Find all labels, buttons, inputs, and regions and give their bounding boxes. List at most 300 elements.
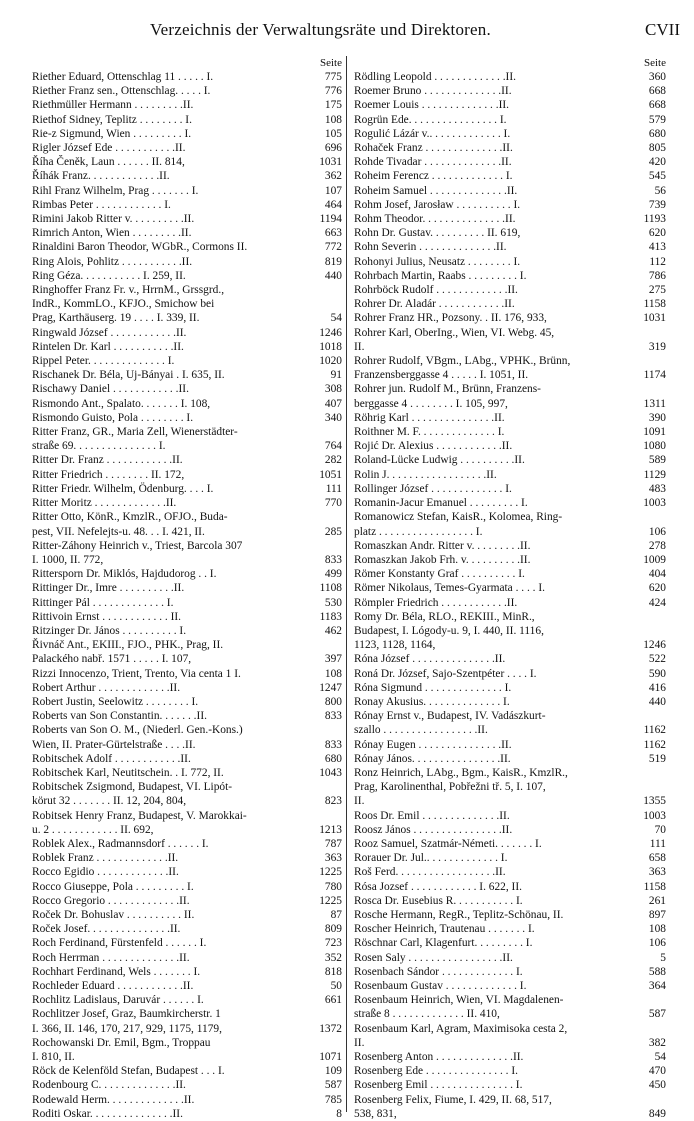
directory-entry xyxy=(32,738,342,752)
entry-page: 407 xyxy=(324,397,342,410)
entry-text: straße 8 . . . . . . . . . . . . . II. 410, xyxy=(354,1008,500,1021)
directory-entry xyxy=(32,880,342,894)
entry-page: 590 xyxy=(648,667,666,680)
entry-page: 833 xyxy=(324,738,342,751)
entry-text: Roch Ferdinand, Fürstenfeld . . . . . . I. xyxy=(32,937,207,950)
directory-entry xyxy=(32,425,342,439)
entry-text: Rödling Leopold . . . . . . . . . . . . .II. xyxy=(354,71,516,83)
entry-page: 5 xyxy=(660,951,666,964)
entry-text: Rosenbaum Gustav . . . . . . . . . . . . . I. xyxy=(354,980,527,992)
entry-page: 786 xyxy=(648,269,666,282)
entry-text: II. xyxy=(354,340,365,353)
entry-page: 1355 xyxy=(643,795,666,808)
directory-entry xyxy=(32,368,342,382)
entry-page: 772 xyxy=(324,241,342,254)
entry-page: 470 xyxy=(648,1065,666,1078)
directory-entry xyxy=(32,681,342,695)
directory-entry xyxy=(354,510,666,524)
directory-entry xyxy=(32,1107,342,1121)
directory-entry xyxy=(354,1007,666,1021)
directory-entry xyxy=(32,695,342,709)
entry-page: 800 xyxy=(324,695,342,708)
entry-text: Rischanek Dr. Béla, Uj-Bányai . I. 635, II. xyxy=(32,369,225,382)
entry-page: 91 xyxy=(330,369,342,382)
entry-page: 108 xyxy=(324,113,342,126)
directory-entry xyxy=(354,468,666,482)
entry-text: Róna Sigmund . . . . . . . . . . . . . . I. xyxy=(354,681,512,694)
entry-page: 1246 xyxy=(643,639,666,652)
entry-page: 809 xyxy=(324,923,342,936)
entry-text: Rimrich Anton, Wien . . . . . . . . .II. xyxy=(32,227,192,240)
entry-text: Rismondo Ant., Spalato. . . . . . . I. 108, xyxy=(32,397,211,410)
entry-text: Roscher Heinrich, Trautenau . . . . . . . I. xyxy=(354,923,535,936)
directory-entry xyxy=(354,624,666,638)
entry-page: 107 xyxy=(324,184,342,197)
directory-entry xyxy=(32,638,342,652)
directory-entry xyxy=(32,510,342,524)
entry-page: 723 xyxy=(324,937,342,950)
directory-entry xyxy=(354,766,666,780)
entry-page: 589 xyxy=(648,454,666,467)
entry-page: 352 xyxy=(324,951,342,964)
entry-page: 285 xyxy=(324,525,342,538)
entry-text: Rohrer Franz HR., Pozsony. . II. 176, 933, xyxy=(354,312,547,325)
entry-text: Palackého nabř. 1571 . . . . . I. 107, xyxy=(32,653,192,666)
directory-entry xyxy=(32,240,342,254)
entry-text: Romaszkan Jakob Frh. v. . . . . . . . . .II. xyxy=(354,553,531,566)
directory-entry xyxy=(32,269,342,283)
entry-text: Říhák Franz. . . . . . . . . . . . .II. xyxy=(32,170,170,183)
entry-text: Rosche Hermann, RegR., Teplitz-Schönau, II. xyxy=(354,908,564,921)
directory-entry xyxy=(354,113,666,127)
entry-text: Robitschek Zsigmond, Budapest, VI. Lipót- xyxy=(32,781,233,794)
entry-page: 1162 xyxy=(643,724,666,737)
entry-text: Rizzi Innocenzo, Trient, Trento, Via centa 1 I. xyxy=(32,667,241,680)
entry-text: Rojić Dr. Alexius . . . . . . . . . . . .II. xyxy=(354,440,513,453)
entry-text: Roš Ferd. . . . . . . . . . . . . . . . . .II. xyxy=(354,866,506,879)
entry-page: 823 xyxy=(324,795,342,808)
entry-text: Roch Herrman . . . . . . . . . . . . . .II. xyxy=(32,951,190,964)
directory-entry xyxy=(354,212,666,226)
directory-entry xyxy=(32,198,342,212)
entry-page: 106 xyxy=(648,525,666,538)
directory-entry xyxy=(32,70,342,84)
directory-entry xyxy=(32,723,342,737)
entry-text: Rosca Dr. Eusebius R. . . . . . . . . . . I. xyxy=(354,894,523,907)
entry-page: 462 xyxy=(324,624,342,637)
directory-entry xyxy=(354,965,666,979)
entry-text: I. 366, II. 146, 170, 217, 929, 1175, 1179, xyxy=(32,1022,222,1035)
directory-entry xyxy=(32,255,342,269)
entry-page: 319 xyxy=(648,340,666,353)
right-column xyxy=(354,56,666,1118)
entry-page: 787 xyxy=(324,837,342,850)
entry-page: 1108 xyxy=(319,582,342,595)
entry-page: 545 xyxy=(648,170,666,183)
entry-page: 363 xyxy=(648,866,666,879)
entry-text: Roditi Oskar. . . . . . . . . . . . . . .II. xyxy=(32,1107,183,1120)
entry-text: Roček Josef. . . . . . . . . . . . . . .II. xyxy=(32,923,181,936)
seite-label: Seite xyxy=(320,57,342,69)
directory-entry xyxy=(32,1022,342,1036)
entry-text: Ronay Akusius. . . . . . . . . . . . . . I. xyxy=(354,695,510,708)
entry-text: Rosenberg Emil . . . . . . . . . . . . . . . I. xyxy=(354,1079,523,1092)
directory-entry xyxy=(354,127,666,141)
directory-entry xyxy=(354,255,666,269)
entry-page: 849 xyxy=(648,1107,666,1120)
entry-page: 819 xyxy=(324,255,342,268)
directory-entry xyxy=(32,624,342,638)
directory-entry xyxy=(32,169,342,183)
entry-page: 1080 xyxy=(643,440,666,453)
entry-text: Roemer Bruno . . . . . . . . . . . . . .II. xyxy=(354,85,512,98)
entry-page: 1162 xyxy=(643,738,666,751)
directory-entry xyxy=(32,837,342,851)
entry-text: Rohm Josef, Jarosław . . . . . . . . . . I. xyxy=(354,198,521,211)
directory-entry xyxy=(32,951,342,965)
directory-entry xyxy=(32,780,342,794)
entry-page: 112 xyxy=(649,255,666,268)
entry-text: Roček Dr. Bohuslav . . . . . . . . . . II. xyxy=(32,908,195,921)
entry-page: 483 xyxy=(648,482,666,495)
directory-entry xyxy=(354,70,666,84)
directory-entry xyxy=(354,709,666,723)
entry-page: 1247 xyxy=(319,681,342,694)
entry-page: 833 xyxy=(324,553,342,566)
directory-entry xyxy=(32,823,342,837)
directory-entry xyxy=(354,752,666,766)
directory-entry xyxy=(32,965,342,979)
entry-text: Rittivoin Ernst . . . . . . . . . . . . II. xyxy=(32,610,182,623)
directory-entry xyxy=(32,936,342,950)
directory-entry xyxy=(354,453,666,467)
entry-page: 111 xyxy=(325,482,342,495)
entry-text: Rohrbach Martin, Raabs . . . . . . . . . I. xyxy=(354,269,527,282)
entry-text: Rocco Giuseppe, Pola . . . . . . . . . I. xyxy=(32,880,194,893)
entry-page: 106 xyxy=(648,937,666,950)
directory-entry xyxy=(32,1050,342,1064)
entry-page: 261 xyxy=(648,894,666,907)
directory-entry xyxy=(354,922,666,936)
entry-page: 1003 xyxy=(643,809,666,822)
entry-text: Rigler József Ede . . . . . . . . . . .II. xyxy=(32,142,186,155)
directory-entry xyxy=(354,311,666,325)
directory-entry xyxy=(354,993,666,1007)
entry-page: 440 xyxy=(648,695,666,708)
entry-text: Rosenbaum Heinrich, Wien, VI. Magdalenen- xyxy=(354,994,564,1007)
directory-entry xyxy=(32,84,342,98)
column-divider xyxy=(346,56,347,1112)
entry-text: Řivnáč Ant., EKIII., FJO., PHK., Prag, II. xyxy=(32,639,224,652)
entry-text: 1123, 1128, 1164, xyxy=(354,639,436,652)
entry-page: 1003 xyxy=(643,497,666,510)
directory-entry xyxy=(354,297,666,311)
entry-page: 833 xyxy=(324,710,342,723)
entry-text: Rosenbach Sándor . . . . . . . . . . . . . I. xyxy=(354,965,523,978)
entry-page: 360 xyxy=(648,71,666,83)
entry-page: 413 xyxy=(648,241,666,254)
entry-text: Roemer Louis . . . . . . . . . . . . . .II. xyxy=(354,99,510,112)
entry-text: Rochhart Ferdinand, Wels . . . . . . . I. xyxy=(32,965,201,978)
entry-text: Robert Arthur . . . . . . . . . . . . .II. xyxy=(32,681,181,694)
entry-text: Riether Eduard, Ottenschlag 11 . . . . . I. xyxy=(32,71,214,83)
directory-entry xyxy=(32,652,342,666)
entry-text: Prag, Karthäuserg. 19 . . . . I. 339, II. xyxy=(32,312,200,325)
directory-entry xyxy=(354,1050,666,1064)
entry-text: Röhrig Karl . . . . . . . . . . . . . . .II. xyxy=(354,411,505,424)
directory-entry xyxy=(354,823,666,837)
directory-entry xyxy=(354,667,666,681)
entry-text: Říha Čeněk, Laun . . . . . . II. 814, xyxy=(32,156,185,169)
entry-text: I. 810, II. xyxy=(32,1051,75,1064)
directory-entry xyxy=(354,567,666,581)
seite-label: Seite xyxy=(644,57,666,69)
entry-page: 416 xyxy=(648,681,666,694)
entry-text: Rocco Gregorio . . . . . . . . . . . . .II. xyxy=(32,894,190,907)
directory-entry xyxy=(354,1078,666,1092)
entry-text: II. xyxy=(354,795,365,808)
entry-text: Rogrün Ede. . . . . . . . . . . . . . . . I. xyxy=(354,113,507,126)
directory-entry xyxy=(32,865,342,879)
directory-entry xyxy=(32,1036,342,1050)
directory-entry xyxy=(32,851,342,865)
entry-page: 785 xyxy=(324,1093,342,1106)
directory-entry xyxy=(32,98,342,112)
entry-text: Robitsek Henry Franz, Budapest, V. Marokkai- xyxy=(32,809,247,822)
entry-page: 54 xyxy=(330,312,342,325)
directory-entry xyxy=(354,425,666,439)
directory-entry xyxy=(354,354,666,368)
entry-text: Roithner M. F. . . . . . . . . . . . . . I. xyxy=(354,426,505,439)
directory-entry xyxy=(32,184,342,198)
page-number: CVII xyxy=(645,20,680,39)
entry-text: Wien, II. Prater-Gürtelstraße . . . .II. xyxy=(32,738,196,751)
directory-entry xyxy=(32,311,342,325)
entry-text: Rimini Jakob Ritter v. . . . . . . . . .II. xyxy=(32,213,195,226)
entry-text: körut 32 . . . . . . . II. 12, 204, 804, xyxy=(32,795,187,808)
directory-entry xyxy=(354,837,666,851)
entry-text: Rittinger Pál . . . . . . . . . . . . . I. xyxy=(32,596,174,609)
entry-page: 661 xyxy=(324,994,342,1007)
entry-page: 668 xyxy=(648,85,666,98)
entry-text: Budapest, I. Lógody-u. 9, I. 440, II. 1116, xyxy=(354,624,544,637)
entry-page: 1091 xyxy=(643,426,666,439)
directory-entry xyxy=(354,638,666,652)
entry-text: Rodenbourg C. . . . . . . . . . . . . .II. xyxy=(32,1079,186,1092)
entry-text: Römer Konstanty Graf . . . . . . . . . . I. xyxy=(354,568,525,581)
directory-entry xyxy=(32,496,342,510)
directory-entry xyxy=(354,809,666,823)
entry-text: I. 1000, II. 772, xyxy=(32,553,104,566)
entry-text: Rorauer Dr. Jul.. . . . . . . . . . . . . I. xyxy=(354,852,508,865)
directory-entry xyxy=(354,936,666,950)
directory-entry xyxy=(354,368,666,382)
entry-page: 404 xyxy=(648,568,666,581)
directory-entry xyxy=(32,468,342,482)
directory-entry xyxy=(32,610,342,624)
directory-entry xyxy=(32,908,342,922)
entry-page: 668 xyxy=(648,99,666,112)
entry-text: Ritter Dr. Franz . . . . . . . . . . . .II. xyxy=(32,454,183,467)
directory-entry xyxy=(32,993,342,1007)
entry-text: Rihl Franz Wilhelm, Prag . . . . . . . I. xyxy=(32,184,199,197)
directory-entry xyxy=(32,397,342,411)
entry-text: Franzensberggasse 4 . . . . . I. 1051, II. xyxy=(354,369,529,382)
left-column xyxy=(32,56,342,1118)
page-title: Verzeichnis der Verwaltungsräte und Direktoren. xyxy=(150,20,491,39)
directory-entry xyxy=(354,382,666,396)
directory-entry xyxy=(354,865,666,879)
entry-text: Róna József . . . . . . . . . . . . . . .II. xyxy=(354,653,506,666)
directory-entry xyxy=(32,894,342,908)
entry-page: 522 xyxy=(648,653,666,666)
entry-text: Roblek Alex., Radmannsdorf . . . . . . I. xyxy=(32,837,209,850)
entry-page: 108 xyxy=(648,923,666,936)
entry-page: 1031 xyxy=(319,156,342,169)
entry-text: Ring Géza. . . . . . . . . . . I. 259, II. xyxy=(32,269,186,282)
entry-page: 175 xyxy=(324,99,342,112)
directory-entry xyxy=(32,1078,342,1092)
entry-page: 1225 xyxy=(319,866,342,879)
entry-page: 1246 xyxy=(319,326,342,339)
entry-page: 680 xyxy=(648,127,666,140)
directory-entry xyxy=(32,709,342,723)
entry-page: 587 xyxy=(648,1008,666,1021)
entry-text: Rochowanski Dr. Emil, Bgm., Troppau xyxy=(32,1036,211,1049)
entry-text: Rintelen Dr. Karl . . . . . . . . . . .II. xyxy=(32,340,184,353)
entry-text: Rohrer Rudolf, VBgm., LAbg., VPHK., Brünn, xyxy=(354,355,571,368)
entry-text: Rollinger József . . . . . . . . . . . . . I. xyxy=(354,482,512,495)
directory-entry xyxy=(32,596,342,610)
entry-text: Ringwald József . . . . . . . . . . . .II. xyxy=(32,326,187,339)
directory-entry xyxy=(354,1064,666,1078)
entry-text: Ritter Moritz . . . . . . . . . . . . .II. xyxy=(32,497,177,510)
directory-entry xyxy=(32,809,342,823)
directory-entry xyxy=(32,283,342,297)
entry-page: 1009 xyxy=(643,553,666,566)
entry-page: 440 xyxy=(324,269,342,282)
entry-page: 420 xyxy=(648,156,666,169)
entry-text: II. xyxy=(354,1036,365,1049)
entry-page: 382 xyxy=(648,1036,666,1049)
entry-page: 340 xyxy=(324,411,342,424)
directory-entry xyxy=(32,752,342,766)
entry-text: Römpler Friedrich . . . . . . . . . . . .II. xyxy=(354,596,518,609)
entry-page: 1311 xyxy=(643,397,666,410)
entry-page: 54 xyxy=(654,1051,666,1064)
entry-page: 8 xyxy=(336,1107,342,1120)
entry-text: Rochleder Eduard . . . . . . . . . . . .II. xyxy=(32,980,194,992)
directory-entry xyxy=(32,127,342,141)
directory-entry xyxy=(354,880,666,894)
directory-entry xyxy=(354,1022,666,1036)
entry-page: 519 xyxy=(648,752,666,765)
entry-text: Rohrer Dr. Aladár . . . . . . . . . . . .II. xyxy=(354,298,515,311)
entry-text: Rinaldini Baron Theodor, WGbR., Cormons II. xyxy=(32,241,248,254)
entry-page: 588 xyxy=(648,965,666,978)
entry-page: 579 xyxy=(648,113,666,126)
entry-page: 105 xyxy=(324,127,342,140)
entry-page: 363 xyxy=(324,852,342,865)
directory-entry xyxy=(354,1036,666,1050)
directory-entry xyxy=(354,894,666,908)
directory-entry xyxy=(32,667,342,681)
entry-text: Robitschek Karl, Neutitschein. . I. 772, II. xyxy=(32,766,224,779)
entry-text: Rittersporn Dr. Miklós, Hajdudorog . . I. xyxy=(32,568,217,581)
entry-text: Röck de Kelenföld Stefan, Budapest . . . I. xyxy=(32,1065,225,1078)
directory-entry xyxy=(32,354,342,368)
entry-text: Rosenberg Ede . . . . . . . . . . . . . . . I. xyxy=(354,1065,518,1078)
entry-page: 739 xyxy=(648,198,666,211)
entry-page: 620 xyxy=(648,582,666,595)
entry-page: 587 xyxy=(324,1079,342,1092)
directory-entry xyxy=(354,681,666,695)
entry-text: platz . . . . . . . . . . . . . . . . . I. xyxy=(354,525,483,538)
entry-page: 620 xyxy=(648,227,666,240)
entry-page: 1194 xyxy=(319,213,342,226)
entry-text: Rohrer jun. Rudolf M., Brünn, Franzens- xyxy=(354,383,541,396)
directory-entry xyxy=(354,439,666,453)
entry-text: u. 2 . . . . . . . . . . . . II. 692, xyxy=(32,823,154,836)
entry-page: 56 xyxy=(654,184,666,197)
entry-page: 776 xyxy=(324,85,342,98)
directory-entry xyxy=(32,226,342,240)
entry-text: Roblek Franz . . . . . . . . . . . . .II. xyxy=(32,852,179,865)
entry-text: Riether Franz sen., Ottenschlag. . . . . I. xyxy=(32,85,211,98)
entry-page: 1225 xyxy=(319,894,342,907)
directory-entry xyxy=(354,908,666,922)
entry-text: Rónay Eugen . . . . . . . . . . . . . . .II. xyxy=(354,738,512,751)
entry-text: Rochlitz Ladislaus, Daruvár . . . . . . I. xyxy=(32,994,204,1007)
entry-page: 308 xyxy=(324,383,342,396)
entry-text: Rosenberg Felix, Fiume, I. 429, II. 68, 517, xyxy=(354,1093,552,1106)
entry-text: szallo . . . . . . . . . . . . . . . . .II. xyxy=(354,724,488,737)
directory-entry xyxy=(32,1007,342,1021)
entry-page: 390 xyxy=(648,411,666,424)
directory-entry xyxy=(32,922,342,936)
entry-text: Roos Dr. Emil . . . . . . . . . . . . . .II. xyxy=(354,809,510,822)
entry-text: Rittinger Dr., Imre . . . . . . . . . .II. xyxy=(32,582,185,595)
directory-entry xyxy=(32,482,342,496)
directory-entry xyxy=(354,1093,666,1107)
directory-entry xyxy=(354,98,666,112)
entry-text: Rohm Theodor. . . . . . . . . . . . . . .II. xyxy=(354,213,516,226)
directory-entry xyxy=(354,794,666,808)
directory-entry xyxy=(354,397,666,411)
entry-page: 70 xyxy=(654,823,666,836)
entry-text: Rolin J. . . . . . . . . . . . . . . . . .II. xyxy=(354,468,497,481)
entry-text: Ring Alois, Pohlitz . . . . . . . . . . .II. xyxy=(32,255,193,268)
directory-entry xyxy=(354,979,666,993)
entry-page: 50 xyxy=(330,980,342,992)
entry-page: 109 xyxy=(324,1065,342,1078)
directory-entry xyxy=(354,723,666,737)
entry-text: Roberts van Son Constantin. . . . . . .II. xyxy=(32,710,207,723)
entry-page: 1071 xyxy=(319,1051,342,1064)
directory-entry xyxy=(32,553,342,567)
directory-entry xyxy=(354,184,666,198)
entry-page: 805 xyxy=(648,142,666,155)
directory-entry xyxy=(354,596,666,610)
directory-entry xyxy=(32,113,342,127)
entry-page: 362 xyxy=(324,170,342,183)
entry-page: 1193 xyxy=(643,213,666,226)
entry-page: 764 xyxy=(324,440,342,453)
entry-text: Rischawy Daniel . . . . . . . . . . . .II. xyxy=(32,383,189,396)
entry-page: 1158 xyxy=(643,880,666,893)
entry-text: Romanin-Jacur Emanuel . . . . . . . . . I. xyxy=(354,497,528,510)
entry-page: 87 xyxy=(330,908,342,921)
